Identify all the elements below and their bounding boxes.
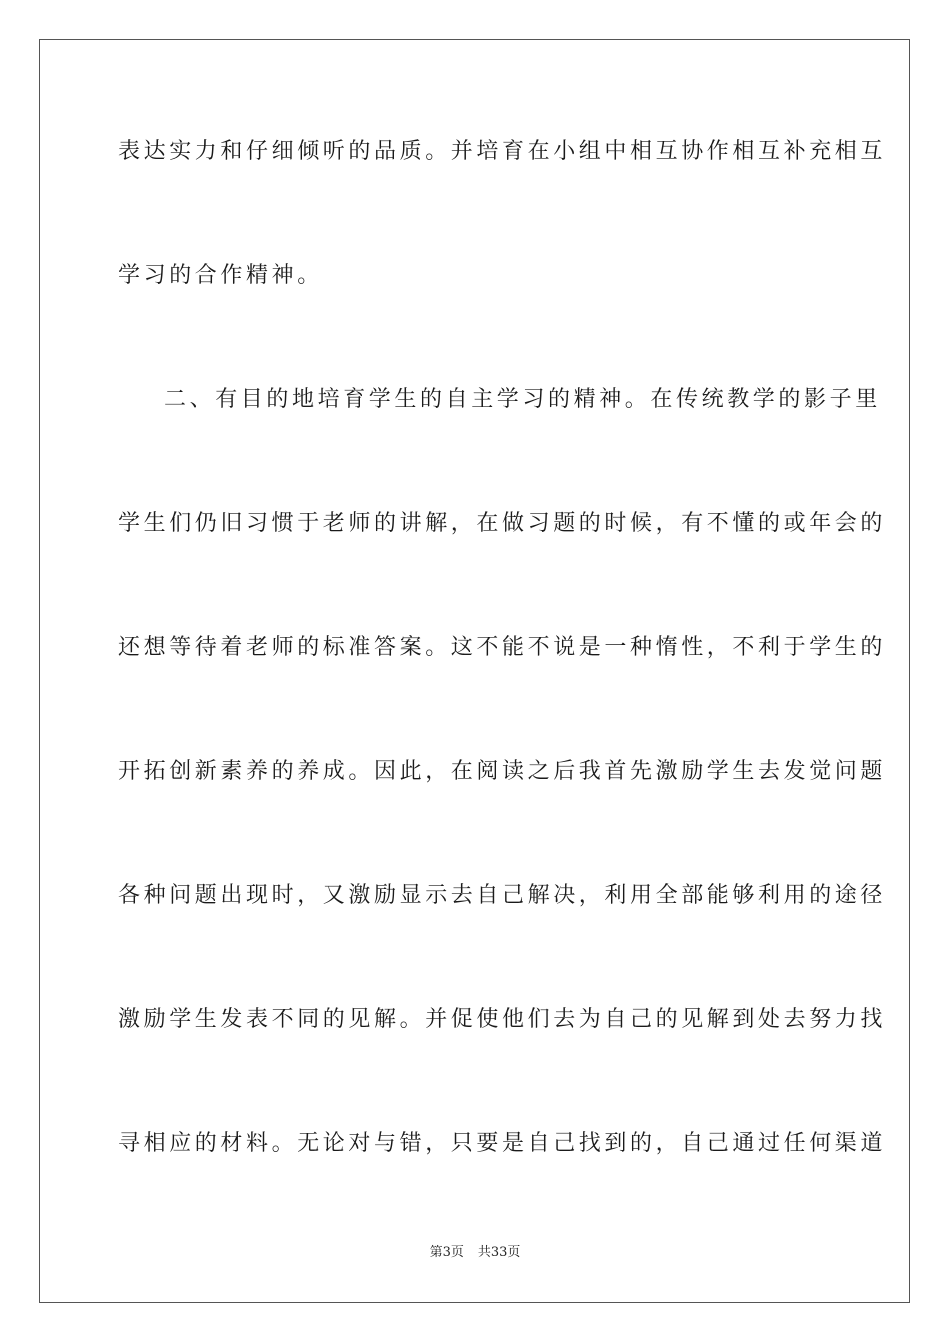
page-number: 第3页 [429, 1245, 464, 1260]
body-text-line: 表达实力和仔细倾听的品质。并培育在小组中相互协作相互补充相互 [118, 139, 887, 164]
paragraph-first-line: 二、有目的地培育学生的自主学习的精神。在传统教学的影子里 [164, 387, 881, 412]
page-border [39, 39, 910, 1303]
page-footer [0, 1244, 950, 1262]
body-text-line: 学习的合作精神。 [118, 263, 323, 288]
body-text-line: 学生们仍旧习惯于老师的讲解，在做习题的时候，有不懂的或年会的 [118, 511, 887, 536]
body-text-line: 开拓创新素养的养成。因此，在阅读之后我首先激励学生去发觉问题 [118, 759, 887, 784]
body-text-line: 还想等待着老师的标准答案。这不能不说是一种惰性，不利于学生的 [118, 635, 887, 660]
body-text-line: 寻相应的材料。无论对与错，只要是自己找到的，自己通过任何渠道 [118, 1131, 887, 1156]
body-text-line: 激励学生发表不同的见解。并促使他们去为自己的见解到处去努力找 [118, 1007, 887, 1032]
page-total: 共33页 [477, 1245, 521, 1260]
body-text-line: 各种问题出现时，又激励显示去自己解决，利用全部能够利用的途径 [118, 883, 887, 908]
